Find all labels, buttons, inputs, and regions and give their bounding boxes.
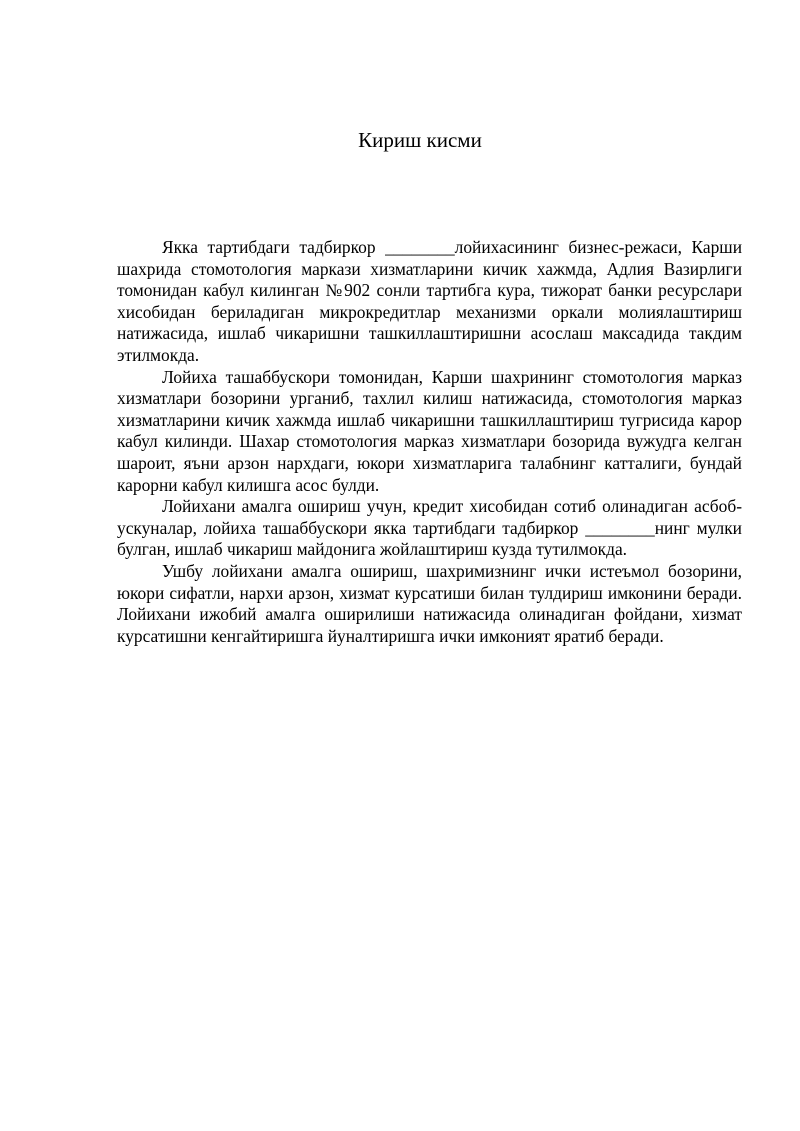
paragraph-1: Якка тартибдаги тадбиркор ________лойихасининг бизнес-режаси, Карши шахрида стомотология маркази хизматларини кичик хажмда, Адлия Вазирлиги томонидан кабул килинган №902 сонли тартибга кура, тижорат банки ресурслари хисобидан бериладиган микрокредитлар механизми оркали молиялаштириш натижасида, ишлаб чикаришни ташкиллаштиришни асослаш максадида такдим этилмокда. bbox=[117, 237, 742, 365]
document-body bbox=[117, 237, 742, 647]
page-title: Кириш кисми bbox=[358, 128, 482, 152]
paragraph-3: Лойихани амалга ошириш учун, кредит хисобидан сотиб олинадиган асбоб-ускуналар, лойиха ташаббускори якка тартибдаги тадбиркор ________нинг мулки булган, ишлаб чикариш майдонига жойлаштириш кузда тутилмокда. bbox=[117, 496, 742, 560]
paragraph-4: Ушбу лойихани амалга ошириш, шахримизнинг ички истеъмол бозорини, юкори сифатли, нархи арзон, хизмат курсатиши билан тулдириш имконини беради. Лойихани ижобий амалга оширилиши натижасида олинадиган фойдани, хизмат курсатишни кенгайтиришга йуналтиришга ички имконият яратиб беради. bbox=[117, 560, 742, 646]
paragraph-2: Лойиха ташаббускори томонидан, Карши шахрининг стомотология марказ хизматлари бозорини урганиб, тахлил килиш натижасида, стомотология марказ хизматларини кичик хажмда ишлаб чикаришни ташкиллаштириш тугрисида карор кабул килинди. Шахар стомотология марказ хизматлари бозорида вужудга келган шароит, яъни арзон нархдаги, юкори хизматларига талабнинг катталиги, бундай карорни кабул килишга асос булди. bbox=[117, 366, 742, 495]
